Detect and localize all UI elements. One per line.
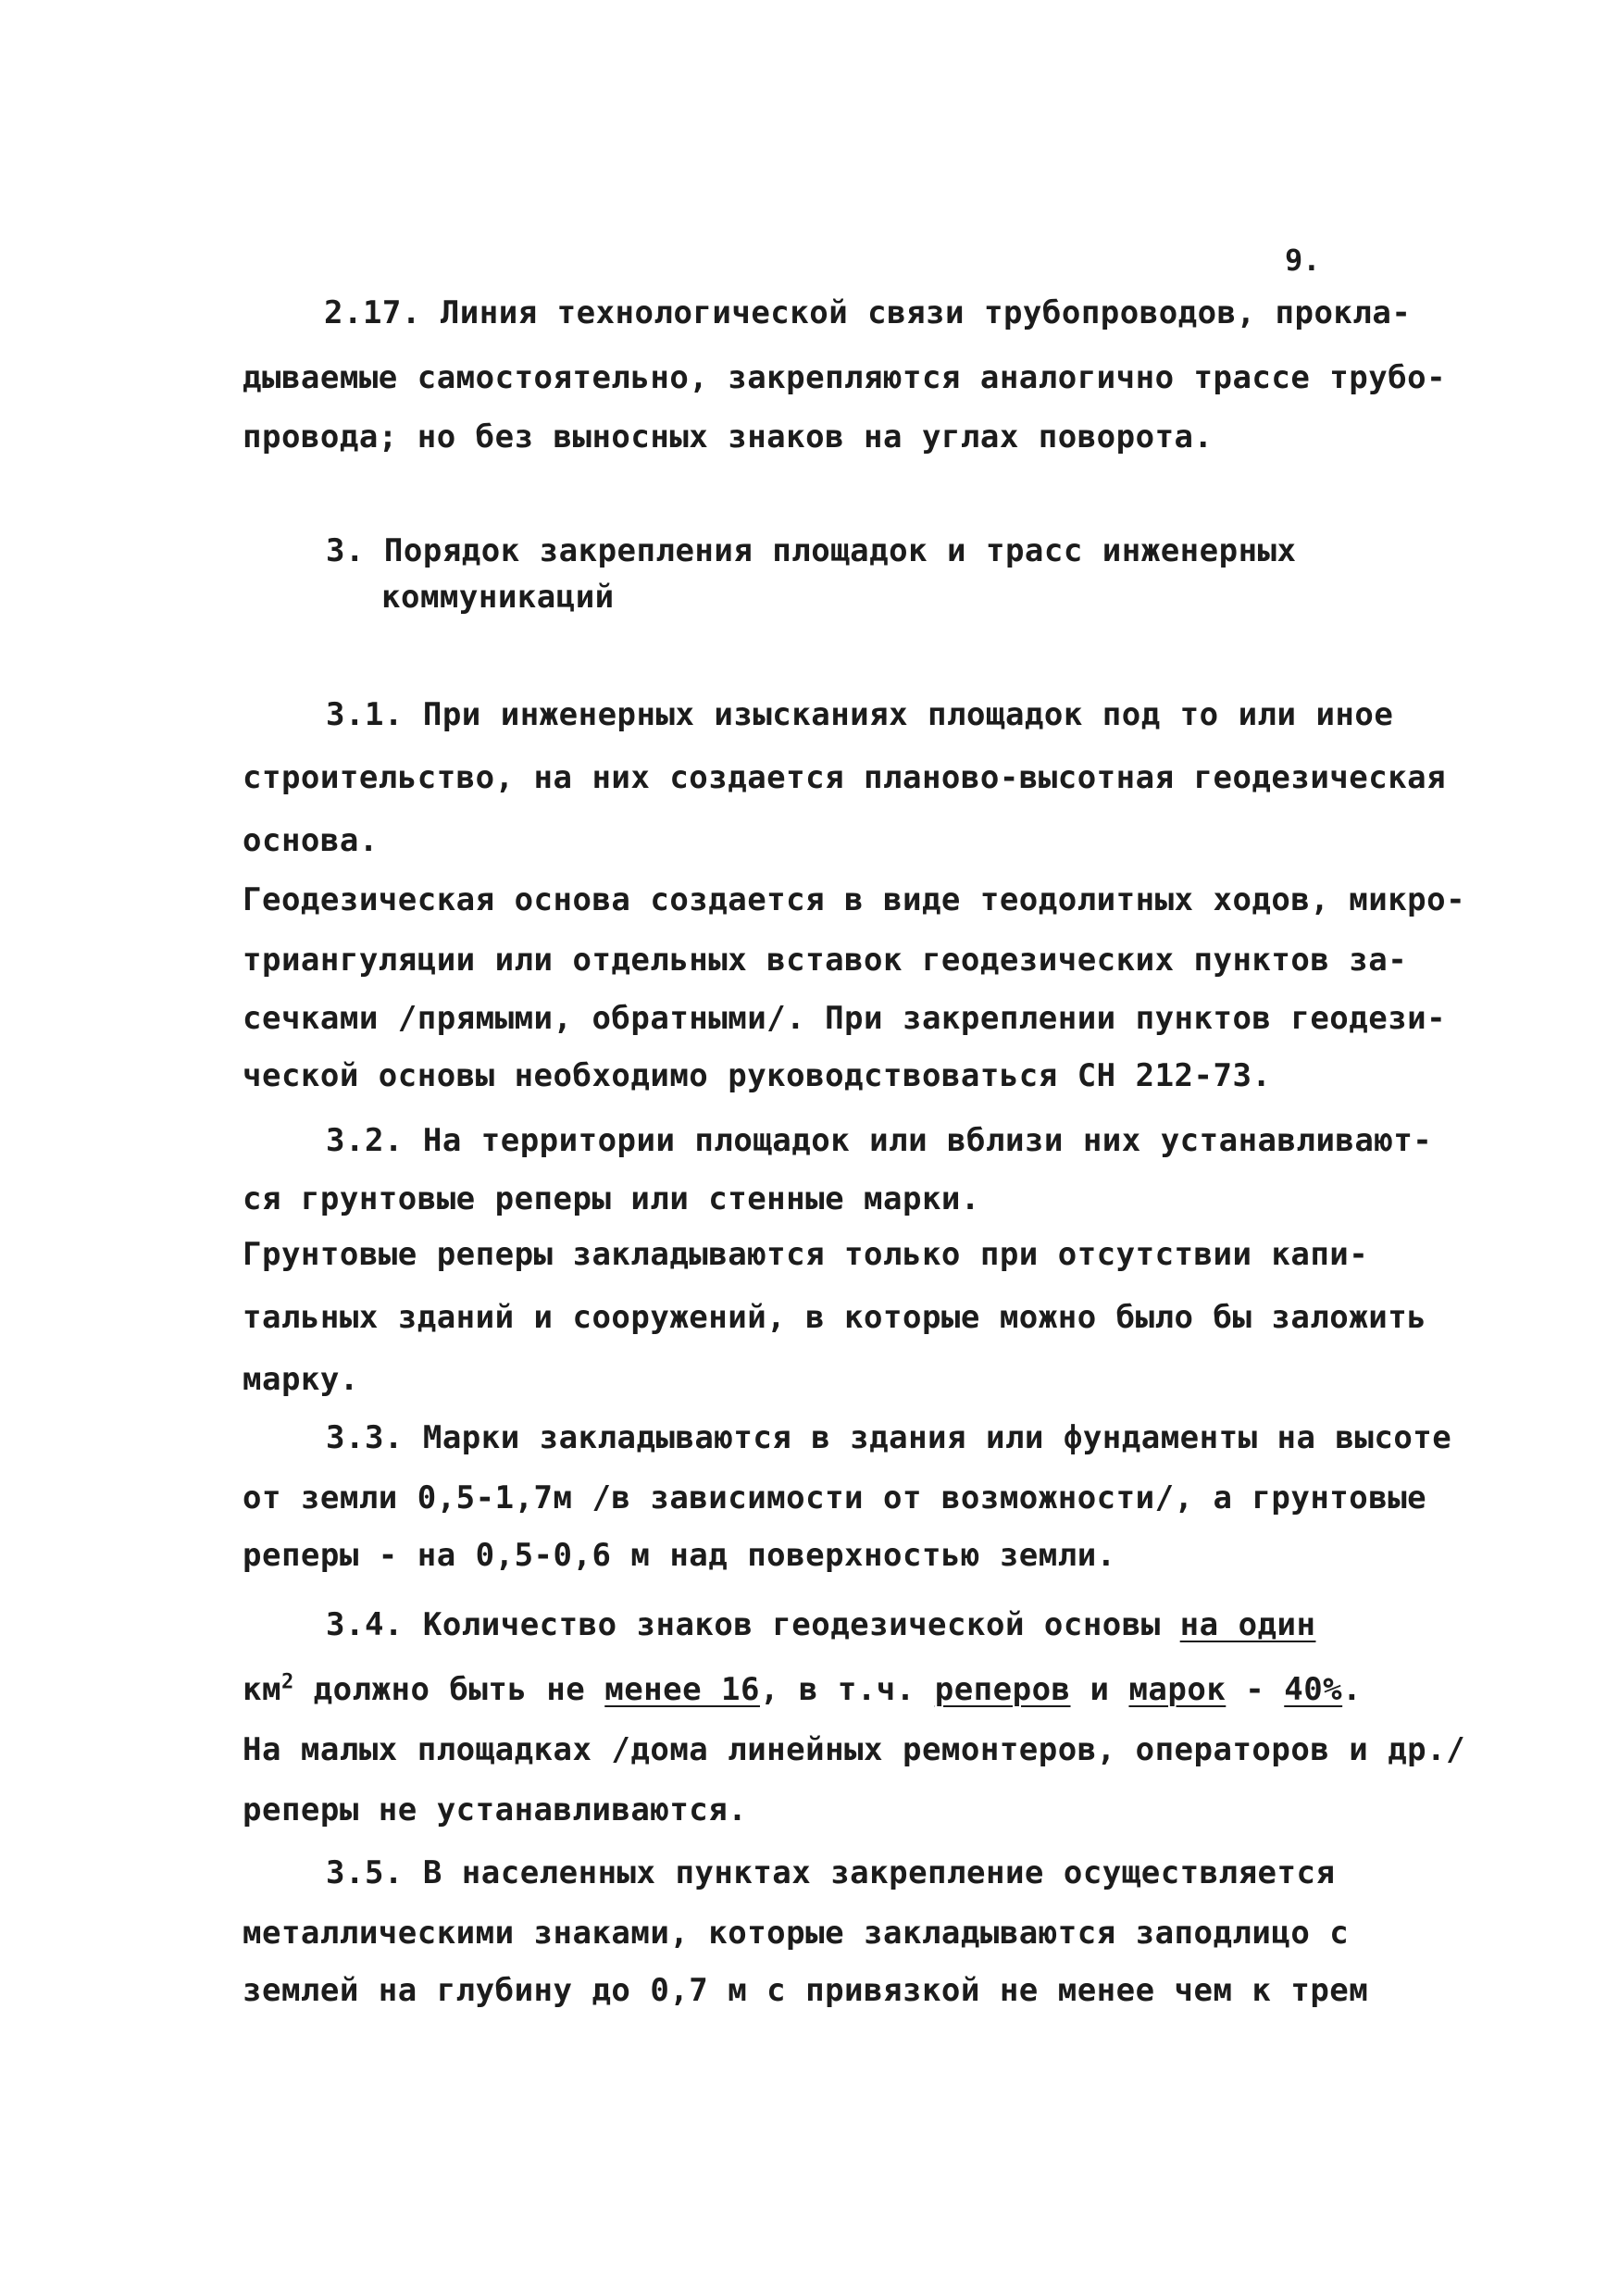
p34-underlined-marks: марок [1128,1671,1227,1708]
p31-line-1: 3.1. При инженерных изысканиях площадок под то или иное [326,696,1394,733]
p217-line-3: провода; но без выносных знаков на углах поворота. [243,418,1214,455]
p34-line-1 [326,1606,1315,1643]
p34-underlined-benchmarks: реперов [934,1671,1071,1708]
p34-km-superscript: 2 [280,1670,294,1694]
p31-line-2: строительство, на них создается планово-высотная геодезическая [243,759,1447,796]
p34-km: км [243,1671,281,1708]
p34-text-e: . [1342,1671,1363,1708]
p34-line-1-text: 3.4. Количество знаков геодезической основы [326,1606,1180,1643]
p217-line-2: дываемые самостоятельно, закрепляются аналогично трассе трубо- [243,359,1447,396]
p31-line-5: триангуляции или отдельных вставок геодезических пунктов за- [243,942,1408,979]
p33-line-1: 3.3. Марки закладываются в здания или фундаменты на высоте [326,1419,1452,1456]
p32-line-3: Грунтовые реперы закладываются только при отсутствии капи- [243,1236,1369,1273]
p34-underlined-percent: 40% [1284,1671,1343,1708]
p31-line-3: основа. [243,822,379,859]
p217-line-1: 2.17. Линия технологической связи трубопроводов, прокла- [324,294,1412,331]
p31-line-6: сечками /прямыми, обратными/. При закреплении пунктов геодези- [243,1000,1447,1037]
p34-underlined-per-one: на один [1179,1606,1316,1643]
p34-text-b: , в т.ч. [759,1671,935,1708]
p35-line-1: 3.5. В населенных пунктах закрепление осуществляется [326,1854,1336,1891]
p32-line-5: марку. [243,1361,359,1398]
p34-line-3: На малых площадках /дома линейных ремонтеров, операторов и др./ [243,1731,1466,1768]
p33-line-3: реперы - на 0,5-0,6 м над поверхностью земли. [243,1537,1116,1574]
p34-line-2 [243,1671,1362,1708]
p32-line-2: ся грунтовые реперы или стенные марки. [243,1180,980,1217]
p31-line-7: ческой основы необходимо руководствоваться СН 212-73. [243,1057,1272,1094]
p35-line-2: металлическими знаками, которые закладываются заподлицо с [243,1915,1350,1952]
p34-line-4: реперы не устанавливаются. [243,1791,748,1828]
section-3-heading-line-1: 3. Порядок закрепления площадок и трасс инженерных [326,532,1297,569]
p32-line-4: тальных зданий и сооружений, в которые можно было бы заложить [243,1299,1427,1336]
p33-line-2: от земли 0,5-1,7м /в зависимости от возможности/, а грунтовые [243,1479,1427,1516]
p34-underlined-min-count: менее 16 [604,1671,760,1708]
p31-line-4: Геодезическая основа создается в виде теодолитных ходов, микро- [243,881,1466,918]
p32-line-1: 3.2. На территории площадок или вблизи них устанавливают- [326,1122,1433,1159]
page-number: 9. [1285,243,1321,278]
p34-text-a: должно быть не [293,1671,605,1708]
p34-text-d: - [1226,1671,1285,1708]
p34-text-c: и [1070,1671,1129,1708]
p35-line-3: землей на глубину до 0,7 м с привязкой не менее чем к трем [243,1972,1369,2009]
section-3-heading-line-2: коммуникаций [381,579,615,616]
